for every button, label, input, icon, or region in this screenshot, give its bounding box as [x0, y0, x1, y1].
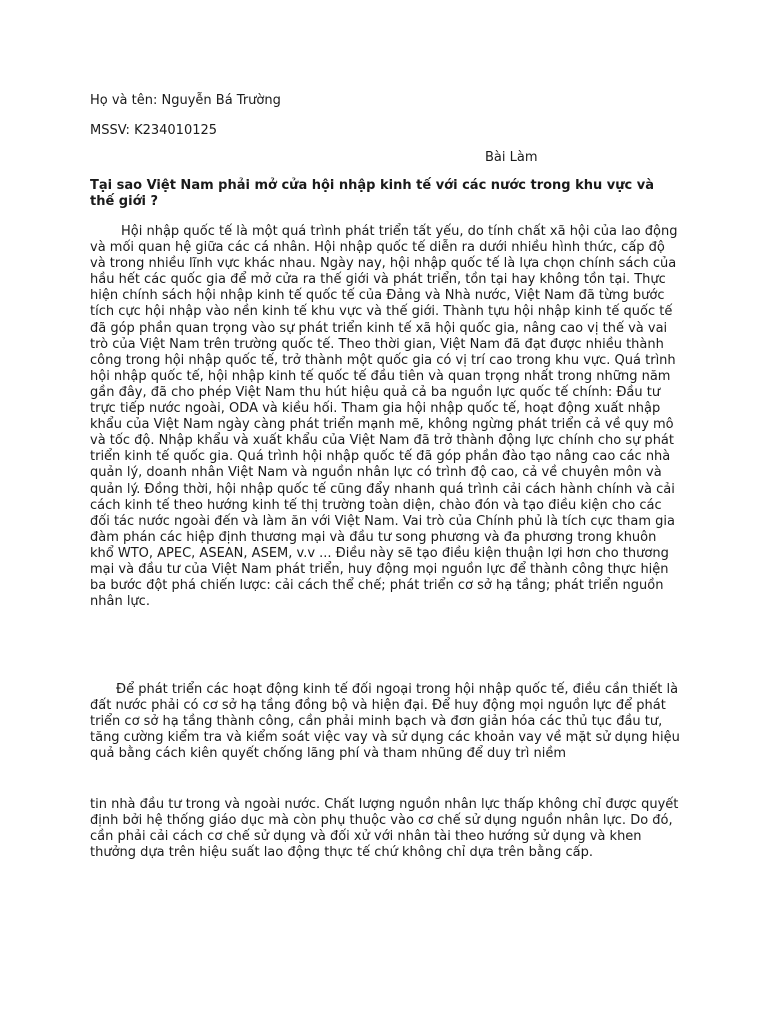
student-id: MSSV: K234010125 [90, 123, 218, 138]
paragraph-3: tin nhà đầu tư trong và ngoài nước. Chất lượng nguồn nhân lực thấp không chỉ được quyết định bởi hệ thống giáo dục mà còn phụ thuộc vào cơ chế sử dụng nguồn nhân lực. Do đó, cần phải cải cách cơ chế sử dụng và đối xử với nhân tài theo hướng sử dụng và khen thưởng dựa trên hiệu suất lao động thực tế chứ không chỉ dựa trên bằng cấp. [90, 797, 679, 861]
student-name: Họ và tên: Nguyễn Bá Trường [90, 93, 281, 108]
paragraph-1: Hội nhập quốc tế là một quá trình phát triển tất yếu, do tính chất xã hội của lao động và mối quan hệ giữa các cá nhân. Hội nhập quốc tế diễn ra dưới nhiều hình thức, cấp độ và trong nhiều lĩnh vực khác nhau. Ngày nay, hội nhập quốc tế là lựa chọn chính sách của hầu hết các quốc gia để mở cửa ra thế giới và phát triển, tồn tại hay không tồn tại. Thực hiện chính sách hội nhập kinh tế quốc tế của Đảng và Nhà nước, Việt Nam đã từng bước tích cực hội nhập vào nền kinh tế khu vực và thế giới. Thành tựu hội nhập kinh tế quốc tế đã góp phần quan trọng vào sự phát triển kinh tế xã hội quốc gia, nâng cao vị thế và vai trò của Việt Nam trên trường quốc tế. Theo thời gian, Việt Nam đã đạt được nhiều thành công trong hội nhập quốc tế, trở thành một quốc gia có vị trí cao trong khu vực. Quá trình hội nhập quốc tế, hội nhập kinh tế quốc tế đầu tiên và quan trọng nhất trong những năm gần đây, đã cho phép Việt Nam thu hút hiệu quả cả ba nguồn lực quốc tế chính: Đầu tư trực tiếp nước ngoài, ODA và kiều hối. Tham gia hội nhập quốc tế, hoạt động xuất nhập khẩu của Việt Nam ngày càng phát triển mạnh mẽ, không ngừng phát triển cả về quy mô và tốc độ. Nhập khẩu và xuất khẩu của Việt Nam đã trở thành động lực chính cho sự phát triển kinh tế quốc gia. Quá trình hội nhập quốc tế đã góp phần đào tạo nâng cao các nhà quản lý, doanh nhân Việt Nam và nguồn nhân lực có trình độ cao, cả về chuyên môn và quản lý. Đồng thời, hội nhập quốc tế cũng đẩy nhanh quá trình cải cách hành chính và cải cách kinh tế theo hướng kinh tế thị trường toàn diện, chào đón và tạo điều kiện cho các đối tác nước ngoài đến và làm ăn với Việt Nam. Vai trò của Chính phủ là tích cực tham gia đàm phán các hiệp định thương mại và đầu tư song phương và đa phương trong khuôn khổ WTO, APEC, ASEAN, ASEM, v.v ... Điều này sẽ tạo điều kiện thuận lợi hơn cho thương mại và đầu tư của Việt Nam phát triển, huy động mọi nguồn lực để thành công thực hiện ba bước đột phá chiến lược: cải cách thể chế; phát triển cơ sở hạ tầng; phát triển nguồn nhân lực. [90, 224, 678, 610]
paragraph-2: Để phát triển các hoạt động kinh tế đối ngoại trong hội nhập quốc tế, điều cần thiết là đất nước phải có cơ sở hạ tầng đồng bộ và hiện đại. Để huy động mọi nguồn lực để phát triển cơ sở hạ tầng thành công, cần phải minh bạch và đơn giản hóa các thủ tục đầu tư, tăng cường kiểm tra và kiểm soát việc vay và sử dụng các khoản vay về mặt sử dụng hiệu quả bằng cách kiên quyết chống lãng phí và tham nhũng để duy trì niềm [90, 682, 680, 762]
bai-lam-heading: Bài Làm [485, 150, 538, 165]
essay-title: Tại sao Việt Nam phải mở cửa hội nhập kinh tế với các nước trong khu vực và thế giới ? [90, 178, 655, 209]
